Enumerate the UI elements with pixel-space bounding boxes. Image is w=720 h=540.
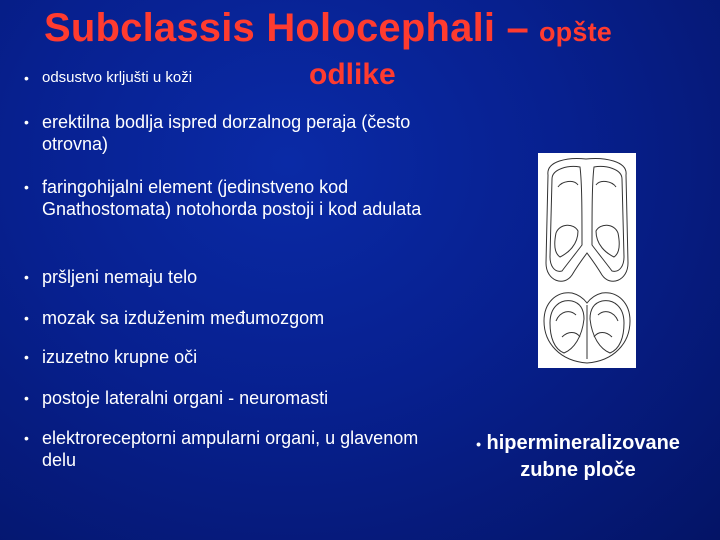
bullet-item-5 [24, 307, 444, 329]
tooth-plates-illustration [538, 153, 636, 368]
bullet-icon: • [24, 310, 29, 326]
bullet-icon: • [24, 70, 29, 86]
bullet-item-4 [24, 266, 444, 288]
bullet-icon: • [24, 430, 29, 446]
bullet-item-8 [24, 427, 424, 471]
bullet-item-2 [24, 111, 444, 155]
bullet-text: izuzetno krupne oči [42, 347, 198, 367]
bullet-icon: • [24, 390, 29, 406]
tooth-plates-drawing [538, 153, 636, 368]
bullet-text: postoje lateralni organi - neuromasti [42, 388, 329, 408]
figure-caption [458, 430, 698, 483]
title-suffix-text: opšte [538, 17, 612, 47]
bullet-icon: • [24, 269, 29, 285]
bullet-item-3 [24, 176, 444, 220]
bullet-icon: • [24, 349, 29, 365]
bullet-icon: • [24, 114, 29, 130]
title-continuation: odlike [309, 58, 396, 91]
bullet-item-7 [24, 387, 444, 409]
bullet-text: pršljeni nemaju telo [42, 267, 198, 287]
bullet-text: elektroreceptorni ampularni organi, u glavenom delu [42, 428, 419, 470]
bullet-text: odsustvo krljušti u koži [42, 69, 193, 86]
bullet-item-6 [24, 346, 444, 368]
bullet-text: mozak sa izduženim međumozgom [42, 308, 325, 328]
bullet-icon: • [476, 436, 481, 452]
caption-text: hipermineralizovane zubne ploče [486, 432, 680, 481]
bullet-icon: • [24, 179, 29, 195]
bullet-item-1 [24, 67, 192, 89]
title-main-text: Subclassis Holocephali – [44, 6, 529, 50]
slide-title [44, 6, 612, 51]
bullet-text: erektilna bodlja ispred dorzalnog peraja (često otrovna) [42, 112, 411, 154]
bullet-text: faringohijalni element (jedinstveno kod Gnathostomata) notohorda postoji i kod adulata [42, 177, 422, 219]
